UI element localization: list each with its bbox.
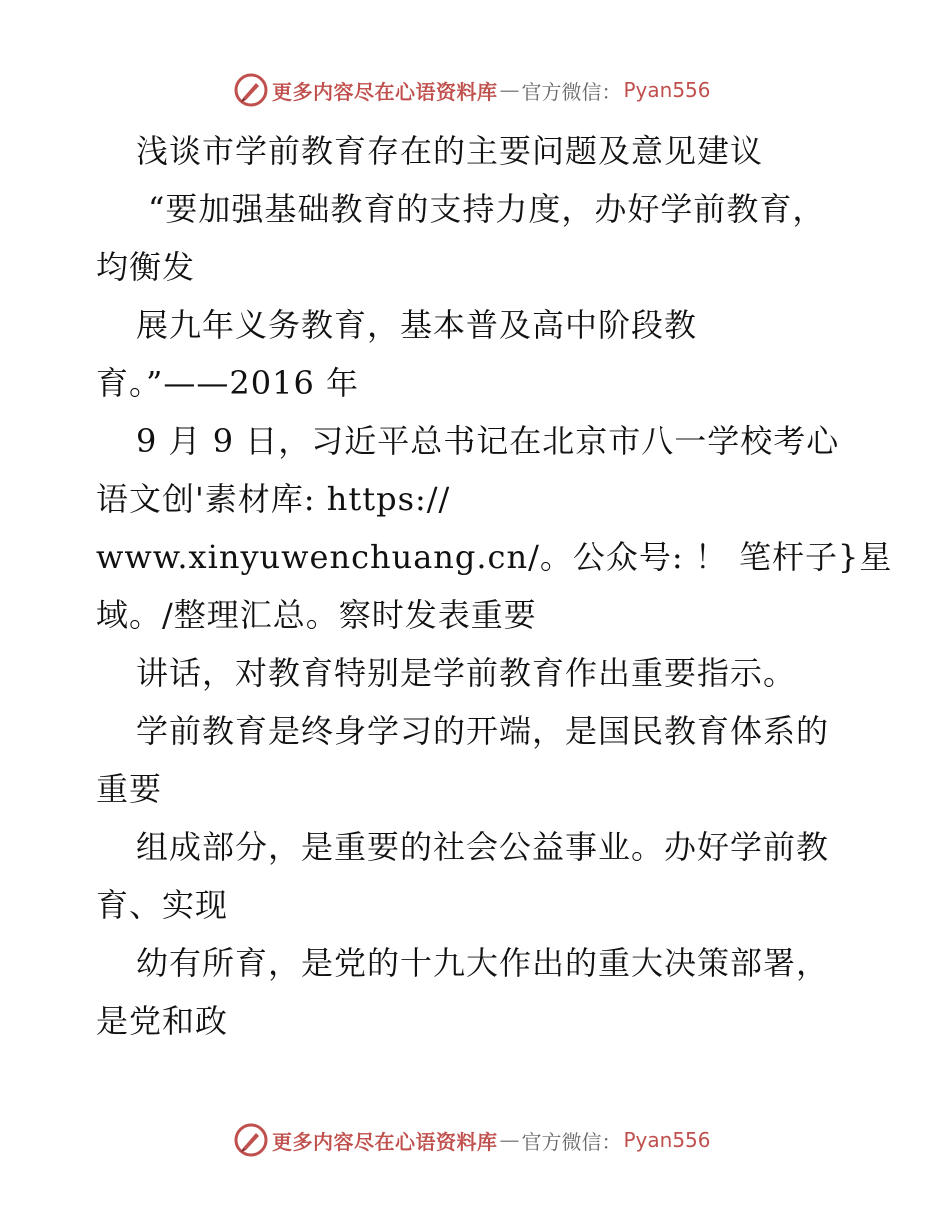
watermark-label: 官方微信： [521, 1129, 622, 1154]
body-line: 育、实现 [96, 886, 229, 924]
footer-watermark [234, 1122, 711, 1158]
body-line: 展九年义务教育，基本普及高中阶段教 [136, 306, 698, 344]
body-line: 学前教育是终身学习的开端，是国民教育体系的 [136, 712, 830, 750]
body-line: 是党和政 [96, 1002, 229, 1040]
watermark-text: 更多内容尽在心语资料库 [272, 1129, 498, 1154]
body-line: 幼有所育，是党的十九大作出的重大决策部署， [136, 944, 830, 982]
watermark-dash: — [499, 78, 520, 102]
watermark-id: Pyan556 [623, 1128, 711, 1152]
body-line: 育。”——2016 年 [96, 364, 359, 402]
body-line: 语文创'素材库: https:// [96, 480, 451, 518]
document-body [96, 122, 893, 1050]
body-line: “要加强基础教育的支持力度，办好学前教育， [148, 190, 826, 228]
watermark-label: 官方微信： [521, 79, 622, 104]
pen-logo-icon [234, 1123, 268, 1157]
header-watermark [234, 72, 711, 108]
body-line: 重要 [96, 770, 163, 808]
pen-logo-icon [234, 73, 268, 107]
watermark-text: 更多内容尽在心语资料库 [272, 79, 498, 104]
body-line: 域。/整理汇总。察时发表重要 [96, 596, 537, 634]
watermark-dash: — [499, 1128, 520, 1152]
watermark-id: Pyan556 [623, 78, 711, 102]
body-line: 均衡发 [96, 248, 196, 286]
body-line: www.xinyuwenchuang.cn/。公众号: ！ 笔杆子}星 [96, 538, 893, 576]
body-line: 9 月 9 日，习近平总书记在北京市八一学校考心 [136, 422, 840, 460]
doc-title: 浅谈市学前教育存在的主要问题及意见建议 [136, 132, 764, 170]
body-line: 组成部分，是重要的社会公益事业。办好学前教 [136, 828, 830, 866]
body-line: 讲话，对教育特别是学前教育作出重要指示。 [136, 654, 797, 692]
